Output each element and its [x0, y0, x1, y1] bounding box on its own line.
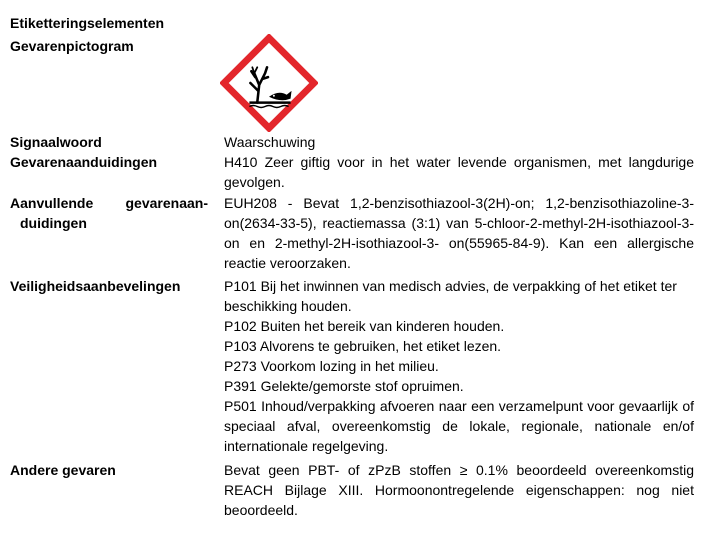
pictogram-label: Gevarenpictogram — [10, 38, 134, 54]
precautionary-statements-label: Veiligheidsaanbevelingen — [10, 278, 181, 294]
precautionary-p101: P101 Bij het inwinnen van medisch advies, de verpakking of het etiket ter beschikking houden. — [224, 278, 677, 314]
precautionary-p391: P391 Gelekte/gemorste stof opruimen. — [224, 378, 464, 394]
supplementary-hazard-label-line1: Aanvullende gevarenaan- — [10, 195, 208, 211]
section-title: Etiketteringselementen — [10, 15, 165, 31]
hazard-statements-label: Gevarenaanduidingen — [10, 154, 158, 170]
supplementary-hazard-label — [10, 193, 208, 233]
other-hazards-value — [224, 460, 694, 520]
environment-hazard-icon — [220, 34, 318, 132]
precautionary-p103: P103 Alvorens te gebruiken, het etiket lezen. — [224, 338, 502, 354]
other-hazards-label: Andere gevaren — [10, 462, 116, 478]
supplementary-hazard-value — [224, 193, 694, 273]
signal-word-label: Signaalwoord — [10, 134, 102, 150]
precautionary-p102: P102 Buiten het bereik van kinderen houden. — [224, 318, 505, 334]
supplementary-hazard-euh208: EUH208 - Bevat 1,2-benzisothiazool-3(2H)-on; 1,2-benzisothiazoline-3-on(2634-33-5), reactiemassa (3:1) van 5-chloor-2-methyl-2H-isothiazool-3-on en 2-methyl-2H-isothiazool-3- on(55965-84-9). Kan een allergische reactie veroorzaken. — [224, 195, 694, 271]
other-hazards-text: Bevat geen PBT- of zPzB stoffen ≥ 0.1% beoordeeld overeenkomstig REACH Bijlage XIII. Hormoonontregelende eigenschappen: nog niet beoordeeld. — [224, 462, 694, 518]
supplementary-hazard-label-line2: duidingen — [20, 215, 87, 231]
signal-word-text: Waarschuwing — [224, 134, 316, 150]
precautionary-statements-value — [224, 276, 694, 456]
precautionary-p273: P273 Voorkom lozing in het milieu. — [224, 358, 439, 374]
hazard-statement-h410: H410 Zeer giftig voor in het water levende organismen, met langdurige gevolgen. — [224, 154, 694, 190]
precautionary-p501: P501 Inhoud/verpakking afvoeren naar een verzamelpunt voor gevaarlijk of speciaal afval, overeenkomstig de lokale, regionale, nationale en/of internationale regelgeving. — [224, 398, 694, 454]
hazard-statements-value — [224, 152, 694, 192]
signal-word-value — [224, 132, 694, 152]
